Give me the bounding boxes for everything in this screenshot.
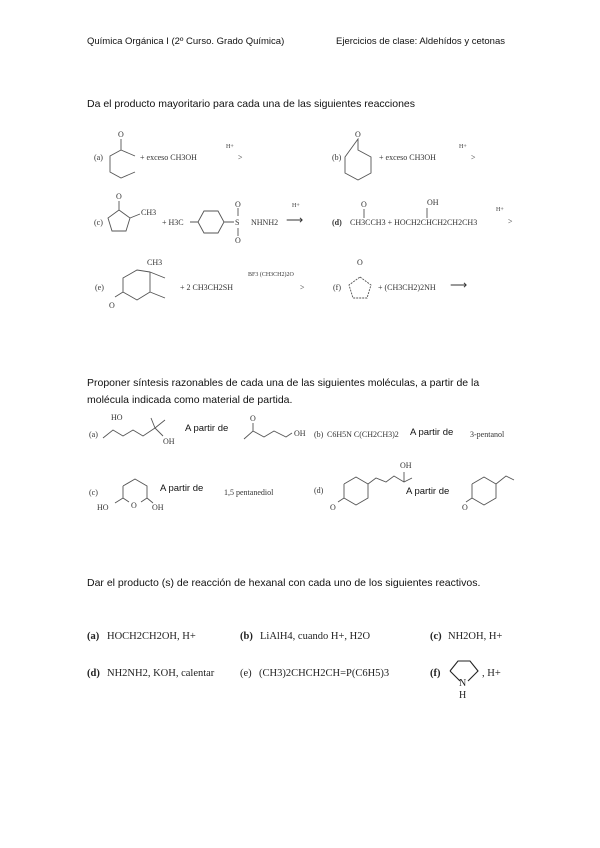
vinyl-cyclohexanone-start [462,462,532,512]
s2-c-from: A partir de [160,483,204,494]
s3-d-label: (d) [87,668,100,679]
s3-a-text: HOCH2CH2OH, H+ [107,631,196,642]
arrow-icon: > [508,217,513,226]
s1-f-reagent: + (CH3CH2)2NH [378,283,436,292]
hydroxyketone-start [240,415,310,443]
target-cyclohexanone-alcohol [330,458,430,510]
tosyl-benzene-ring [190,200,250,245]
s1-a-condition: H+ [226,144,234,150]
s1-d-label: (d) [332,218,342,227]
diol-target [103,412,178,444]
s1-b-condition: H+ [459,144,467,150]
s2-c-start: 1,5 pentanediol [224,488,274,497]
arrow-icon: > [471,153,476,162]
svg-text:O: O [131,501,137,510]
s3-b-text: LiAlH4, cuando H+, H2O [260,631,371,642]
s3-c-text: NH2OH, H+ [448,631,503,642]
s1-e-methyl: CH3 [147,258,163,267]
s2-b-label: (b) [314,430,324,439]
s1-f-label: (f) [333,283,341,292]
s2-c-label: (c) [89,488,98,497]
s1-d-reagent: CH3CCH3 + HOCH2CHCH2CH2CH3 [350,218,478,227]
svg-text:OH: OH [163,437,175,446]
s2-b-from: A partir de [410,427,454,438]
bicyclic-enone [107,262,177,312]
s3-a-label: (a) [87,631,100,642]
s1-e-condition: BF3 (CH3CH2)2O [248,272,294,278]
arrow-icon: > [238,153,243,162]
svg-text:HO: HO [97,503,109,512]
header-right: Ejercicios de clase: Aldehídos y cetonas [336,36,505,47]
s3-f-text: , H+ [482,668,501,679]
svg-text:O: O [462,503,468,512]
s1-c-group: NHNH2 [251,218,279,227]
svg-text:O: O [235,200,241,209]
s1-d-oh: OH [427,198,439,207]
s1-a-label: (a) [94,153,103,162]
s1-b-reagent: + exceso CH3OH [379,153,436,162]
s1-c-substituent: CH3 [141,208,157,217]
arrow-icon: ⟶ [450,278,468,292]
header-left: Química Orgánica I (2º Curso. Grado Química) [87,36,285,47]
s3-e-label: (e) [240,668,252,679]
s1-c-reagent: + H3C [162,218,184,227]
svg-text:O: O [235,236,241,245]
s2-d-from: A partir de [406,486,450,497]
svg-text:O: O [330,503,336,512]
s1-c-condition: H+ [292,203,300,209]
svg-text:N: N [459,678,467,689]
s3-b-label: (b) [240,631,253,642]
svg-text:OH: OH [400,461,412,470]
svg-text:S: S [235,218,240,227]
s1-c-label: (c) [94,218,103,227]
s2-b-target: C6H5N C(CH2CH3)2 [327,430,399,439]
methylcyclopentanone [106,192,146,242]
s1-e-reagent: + 2 CH3CH2SH [180,283,233,292]
svg-text:OH: OH [294,429,306,438]
s1-d-condition: H+ [496,207,504,213]
svg-text:OH: OH [152,503,164,512]
s1-b-label: (b) [332,153,342,162]
section1-title: Da el producto mayoritario para cada una de las siguientes reacciones [87,98,416,110]
arrow-icon: > [300,283,305,292]
s1-a-reagent: + exceso CH3OH [140,153,197,162]
svg-text:O: O [250,414,256,423]
section2-title-line1: Proponer síntesis razonables de cada una de las siguientes moléculas, a partir de la [87,377,480,389]
s3-d-text: NH2NH2, KOH, calentar [107,668,215,679]
s2-a-from: A partir de [185,423,229,434]
s1-e-label: (e) [95,283,104,292]
pyrrolidine [446,657,482,705]
dihydroxy-tetrahydropyran [97,470,165,512]
carbonyl-oh-marks [352,200,432,220]
svg-text:O: O [355,130,361,139]
svg-text:O: O [361,200,367,209]
s3-c-label: (c) [430,631,442,642]
arrow-icon: ⟶ [286,213,304,227]
svg-text:O: O [109,301,115,310]
svg-text:H: H [459,690,467,701]
s2-a-label: (a) [89,430,98,439]
svg-text:O: O [116,192,122,201]
svg-text:O: O [357,258,363,267]
section2-title-line2: molécula indicada como material de partida. [87,394,293,406]
s2-d-label: (d) [314,486,324,495]
s3-f-label: (f) [430,668,441,679]
svg-text:O: O [118,130,124,139]
s2-b-start: 3-pentanol [470,430,505,439]
svg-text:HO: HO [111,413,123,422]
s3-e-text: (CH3)2CHCH2CH=P(C6H5)3 [259,668,390,679]
cyclopentanone [347,258,377,304]
section3-title: Dar el producto (s) de reacción de hexanal con cada uno de los siguientes reactivos. [87,577,481,589]
